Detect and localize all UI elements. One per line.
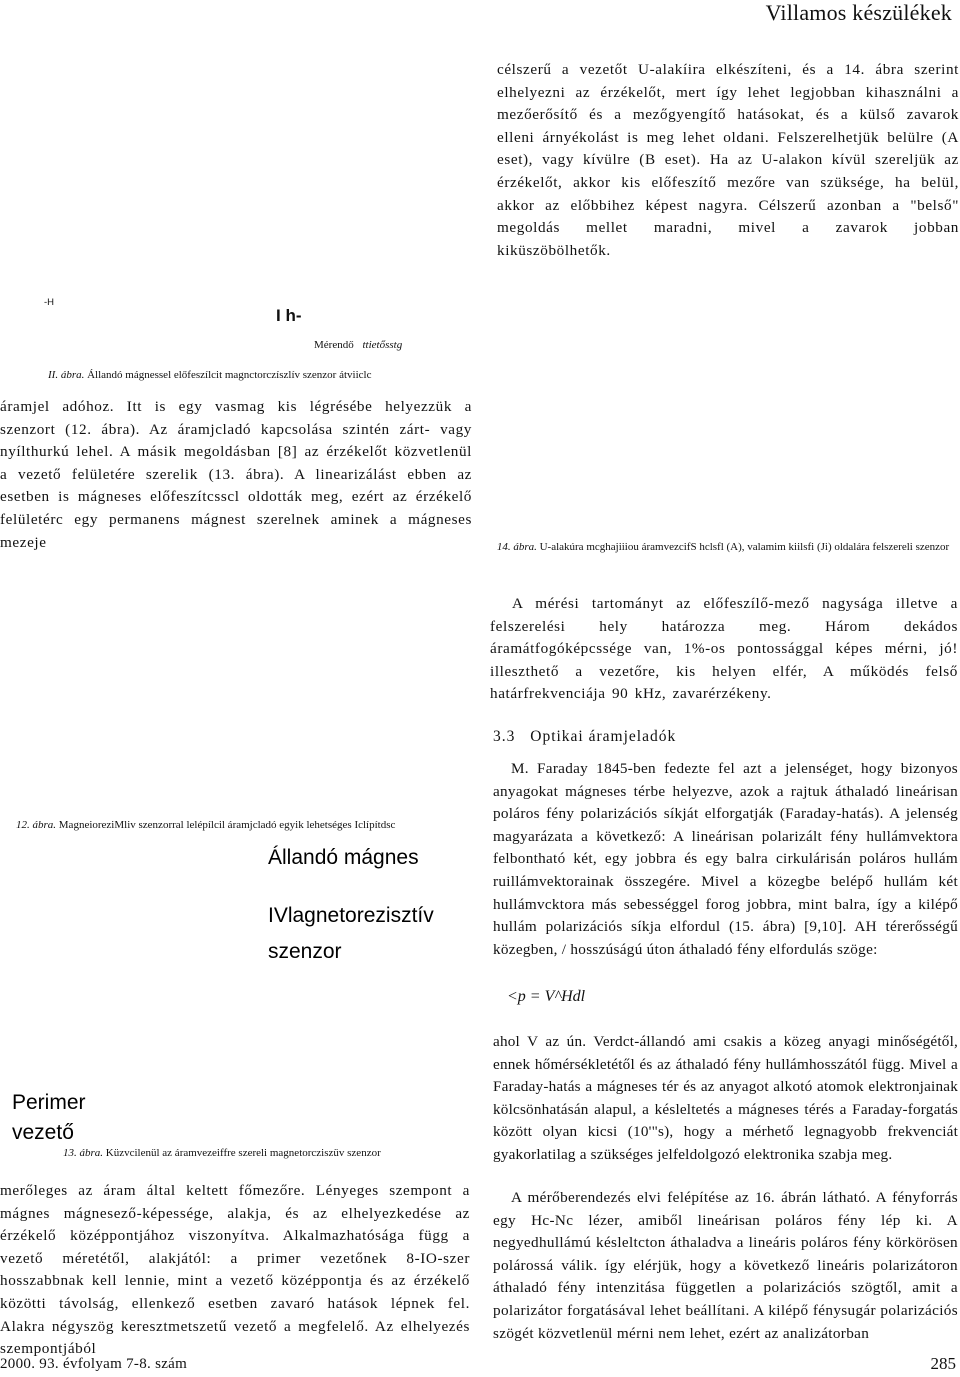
figure13-caption [63, 1144, 381, 1162]
figure11-label-meas [314, 336, 402, 354]
figure11-label-h: -H [44, 297, 55, 308]
figure12-label-sensor [268, 898, 434, 970]
figure13-caption-num: 13. ábra. [63, 1147, 104, 1159]
running-header: Villamos készülékek [765, 0, 952, 25]
figure11-caption-num: II. ábra. [48, 369, 85, 381]
figure12-caption-num: 12. ábra. [16, 819, 57, 831]
figure13-caption-text: Küzvcilenül az áramvezeiffre szereli magnetorcziszüv szenzor [105, 1147, 381, 1159]
paragraph-measurement-setup: A mérőberendezés elvi felépítése az 16. ábrán látható. A fényforrás egy Hc-Nc lézer, amiből lineárisan poláros fény lép ki. A negyedhullámú késleltcton áthaladva a lineáris poláros fény körkörösen polárossá válik. így elérjük, hogy a következő lineáris polarizátoron áthaladó fény intenzitása független a polarizációs szögtől, amit a polarizátor forgatásával lehet beállítani. A kilépő fénysugár polarizációs szögét közvetlenül mérni nem lehet, ezért az analizátorban [493, 1189, 958, 1342]
figure12-label-sensor-line1: IVlagnetorezisztív [268, 904, 434, 927]
paragraph-measurement-range: A mérési tartományt az előfeszílő-mező nagysága illetve a felszerelési hely határozza meg. Három dekádos áramátfogóképcssége van, 1%-os pontossággal képes mérni, jó! illeszthető a vezetőre, kis helyen elfér, A működés felső határfrekvenciája 90 kHz, zavarérzékeny. [490, 595, 958, 703]
faraday-formula: <p = V^Hdl [507, 988, 586, 1005]
paragraph-faraday: M. Faraday 1845-ben fedezte fel azt a jelenséget, hogy bizonyos anyagokat mágneses térbe helyezve, azok a rajtuk áthaladó lineárisan poláros fény polarizációs síkját elforgatják (Faraday-hatás). A jelenség magyarázata a következő: A lineárisan polarizált fény hullámvektora felbontható két, egy jobbra és egy balra cirkulárisán poláros hullám ruillámvektorainak összegére. Mivel a közegbe belépő hullám két hullámvcktora más sebességgel forog jobbra, mint balra, így a kilépő hullám polarizációs síkja elfordul (15. ábra) [9,10]. AH térerősségű közegben, / hosszúságú úton áthaladó fény elfordulás szöge: [493, 760, 958, 958]
figure11-caption [48, 366, 371, 384]
figure12-caption [16, 816, 395, 834]
paragraph-u-shape: célszerű a vezetőt U-alakíira elkészíteni, és a 14. ábra szerint elhelyezni az érzékelőt, mert így lehet legjobban kihasználni a mezőerősítő és a mezőgyengítő hatásokat, és a külső zavarok elleni árnyékolást is meg lehet oldani. Felszerelhetjük belülre (A eset), vagy kívülre (B eset). Ha az U-alakon kívül szereljük az érzékelőt, akkor kis előfeszítő mezőre van szüksége, ha belül, akkor az előbbihez képest nagyra. Célszerű azonban a "belső" megoldás mellet maradni, mivel a zavarok jobban kiküszöbölhetők. [497, 61, 959, 259]
figure14-caption [488, 538, 958, 556]
figure13-label-line1: Perimer [12, 1091, 86, 1114]
section-heading [493, 728, 676, 746]
section-title: Optikai áramjeladók [530, 728, 677, 745]
figure12-label-sensor-line2: szenzor [268, 940, 342, 963]
section-number: 3.3 [493, 728, 516, 745]
footer-issue: 2000. 93. évfolyam 7-8. szám [0, 1356, 188, 1372]
paragraph-magnet-position: merőleges az áram által keltett főmezőre. Lényeges szempont a mágnes mágnesező-képessége, alakja, és az elhelyezkedése az érzékelő középpontjához viszonyítva. Alkalmazhatósága függ a vezető méretétől, alakjától: a primer vezetőnek 8-IO-szer hosszabbnak kell lennie, mint a vezető középpontja és az érzékelő közötti távolság, ellenkező esetben zavaró hatások lépnek fel. Alakra négyszög keresztmetszetű vezető a megfelelő. Az elhelyezés szempontjából [0, 1182, 470, 1358]
paragraph-current-transmitter: áramjel adóhoz. Itt is egy vasmag kis légrésébe helyezzük a szenzort (12. ábra). Az áramjcladó kapcsolása szintén zárt- vagy nyílthurkú lehel. A másik megoldásban [8] az érzékelőt közvetlenül a vezető felületére szerelik (13. ábra). A linearizálást ebben az esetben is mágneses előfeszítcsscl oldották meg, ezért az érzékelő felületérc egy permanens mágnest szerelnek aminek a mágneses mezeje [0, 398, 472, 551]
figure12-caption-text: MagneioreziMliv szenzorral lelépílcil áramjcladó egyik lehetséges Iclípítdsc [58, 819, 396, 831]
paragraph-verdet: ahol V az ún. Verdct-állandó ami csakis a közeg anyagi minőségétől, ennek hőmérsékletétől és az áthaladó fény hullámhosszától függ. Mivel a Faraday-hatás a mágneses tér és az anyagot alkotó atomok elektronjainak kölcsönhatásán alapul, a késleltetés a mágneses térés a Faraday-forgatás között olyan kicsi (10'"s), hogy a mérhető legnagyobb frekvenciát gyakorlatilag a szükséges jelfeldolgozó elektronika szabja meg. [493, 1033, 958, 1163]
figure13-label-line2: vezető [12, 1121, 74, 1144]
figure11-label-meas-b: ttietősstg [362, 339, 403, 351]
figure11-caption-text: Állandó mágnessel előfeszílcit magnctorczíszlív szenzor átviiclc [87, 369, 372, 381]
figure11-label-ih: I h- [276, 306, 302, 325]
figure11-label-meas-a: Mérendő [314, 339, 354, 351]
figure14-caption-text: U-alakúra mcghajiiiou áramvezcifS hclsfl (A), valamim kiilsfi (Ji) oldalára felszereli szenzor [539, 541, 950, 553]
figure13-label-conductor [12, 1088, 86, 1148]
page-number: 285 [930, 1354, 956, 1373]
figure14-caption-num: 14. ábra. [496, 541, 537, 553]
figure12-label-magnet: Állandó mágnes [268, 846, 419, 869]
